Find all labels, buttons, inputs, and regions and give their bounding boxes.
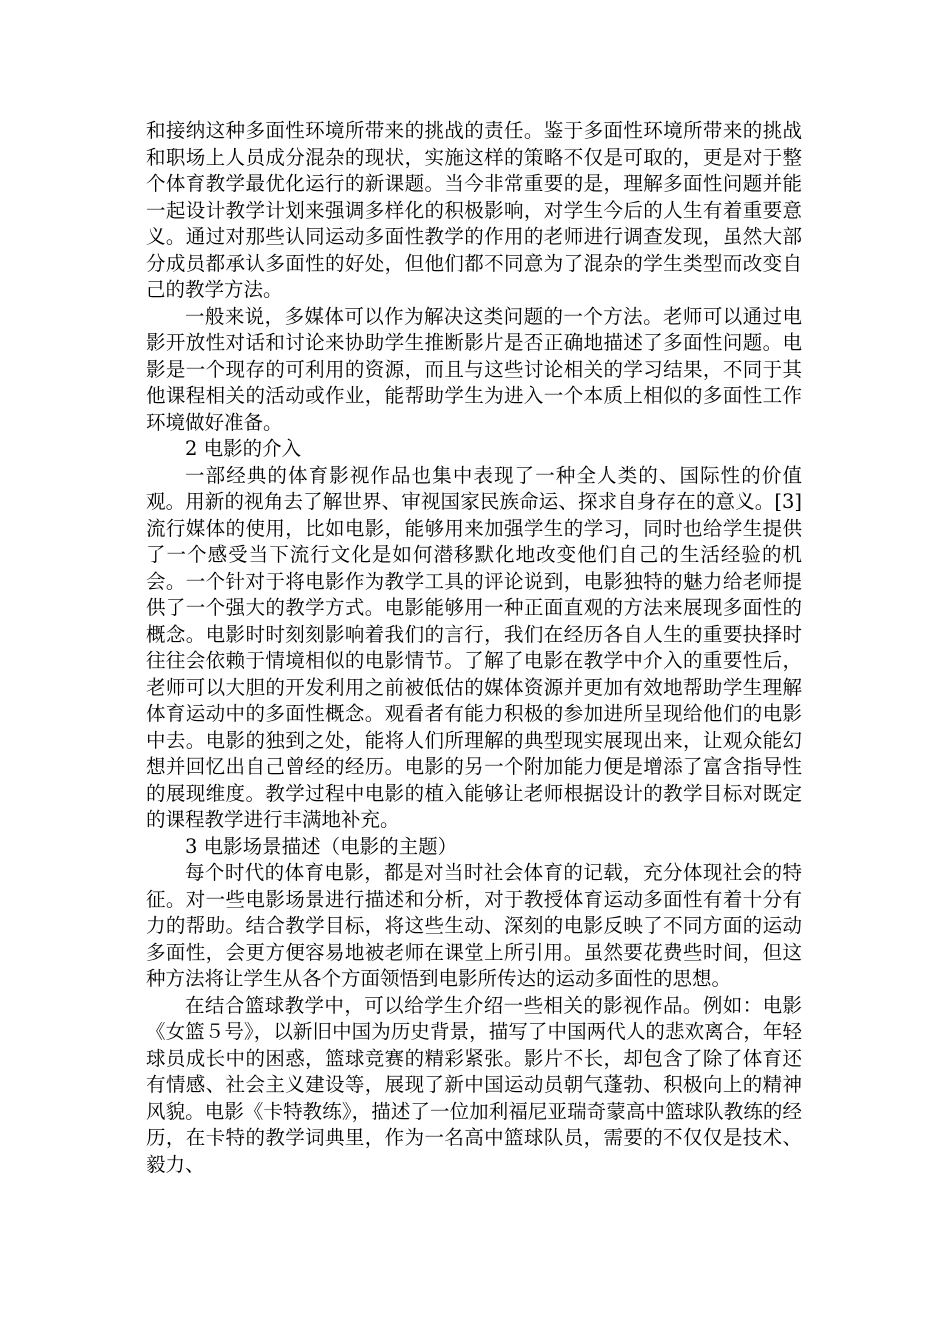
paragraph-film-intervention: 一部经典的体育影视作品也集中表现了一种全人类的、国际性的价值观。用新的视角去了解世界、审视国家民族命运、探求自身存在的意义。[3]流行媒体的使用，比如电影，能够用来加强学生的学习，同时也给学生提供了一个感受当下流行文化是如何潜移默化地改变他们自己的生活经验的机会。一个针对于将电影作为教学工具的评论说到，电影独特的魅力给老师提供了一个强大的教学方式。电影能够用一种正面直观的方法来展现多面性的概念。电影时时刻刻影响着我们的言行，我们在经历各自人生的重要抉择时往往会依赖于情境相似的电影情节。了解了电影在教学中介入的重要性后，老师可以大胆的开发利用之前被低估的媒体资源并更加有效地帮助学生理解体育运动中的多面性概念。观看者有能力积极的参加进所呈现给他们的电影中去。电影的独到之处，能将人们所理解的典型现实展现出来，让观众能幻想并回忆出自己曾经的经历。电影的另一个附加能力便是增添了富含指导性的展现维度。教学过程中电影的植入能够让老师根据设计的教学目标对既定的课程教学进行丰满地补充。 [146,463,802,831]
paragraph-multimedia-method: 一般来说，多媒体可以作为解决这类问题的一个方法。老师可以通过电影开放性对话和讨论来协助学生推断影片是否正确地描述了多面性问题。电影是一个现存的可利用的资源，而且与这些讨论相关的学习结果，不同于其他课程相关的活动或作业，能帮助学生为进入一个本质上相似的多面性工作环境做好准备。 [146,304,802,434]
paragraph-film-scenes: 每个时代的体育电影，都是对当时社会体育的记载，充分体现社会的特征。对一些电影场景进行描述和分析，对于教授体育运动多面性有着十分有力的帮助。结合教学目标，将这些生动、深刻的电影反映了不同方面的运动多面性，会更方便容易地被老师在课堂上所引用。虽然要花费些时间，但这种方法将让学生从各个方面领悟到电影所传达的运动多面性的思想。 [146,861,802,990]
paragraph-diversity-challenge: 和接纳这种多面性环境所带来的挑战的责任。鉴于多面性环境所带来的挑战和职场上人员成分混杂的现状，实施这样的策略不仅是可取的，更是对于整个体育教学最优化运行的新课题。当今非常重要的是，理解多面性问题并能一起设计教学计划来强调多样化的积极影响，对学生今后的人生有着重要意义。通过对那些认同运动多面性教学的作用的老师进行调查发现，虽然大部分成员都承认多面性的好处，但他们都不同意为了混杂的学生类型而改变自己的教学方法。 [146,119,802,301]
paragraph-basketball-films: 在结合篮球教学中，可以给学生介绍一些相关的影视作品。例如：电影《女篮５号》，以新旧中国为历史背景，描写了中国两代人的悲欢离合，年轻球员成长中的困惑，篮球竞赛的精彩紧张。影片不长，却包含了除了体育还有情感、社会主义建设等，展现了新中国运动员朝气蓬勃、积极向上的精神风貌。电影《卡特教练》，描述了一位加利福尼亚瑞奇蒙高中篮球队教练的经历，在卡特的教学词典里，作为一名高中篮球队员，需要的不仅仅是技术、毅力、 [146,993,802,1176]
document-page [146,118,802,1178]
section-heading-film-intervention: 2 电影的介入 [185,437,302,460]
section-heading-film-scenes: 3 电影场景描述（电影的主题） [185,834,458,858]
